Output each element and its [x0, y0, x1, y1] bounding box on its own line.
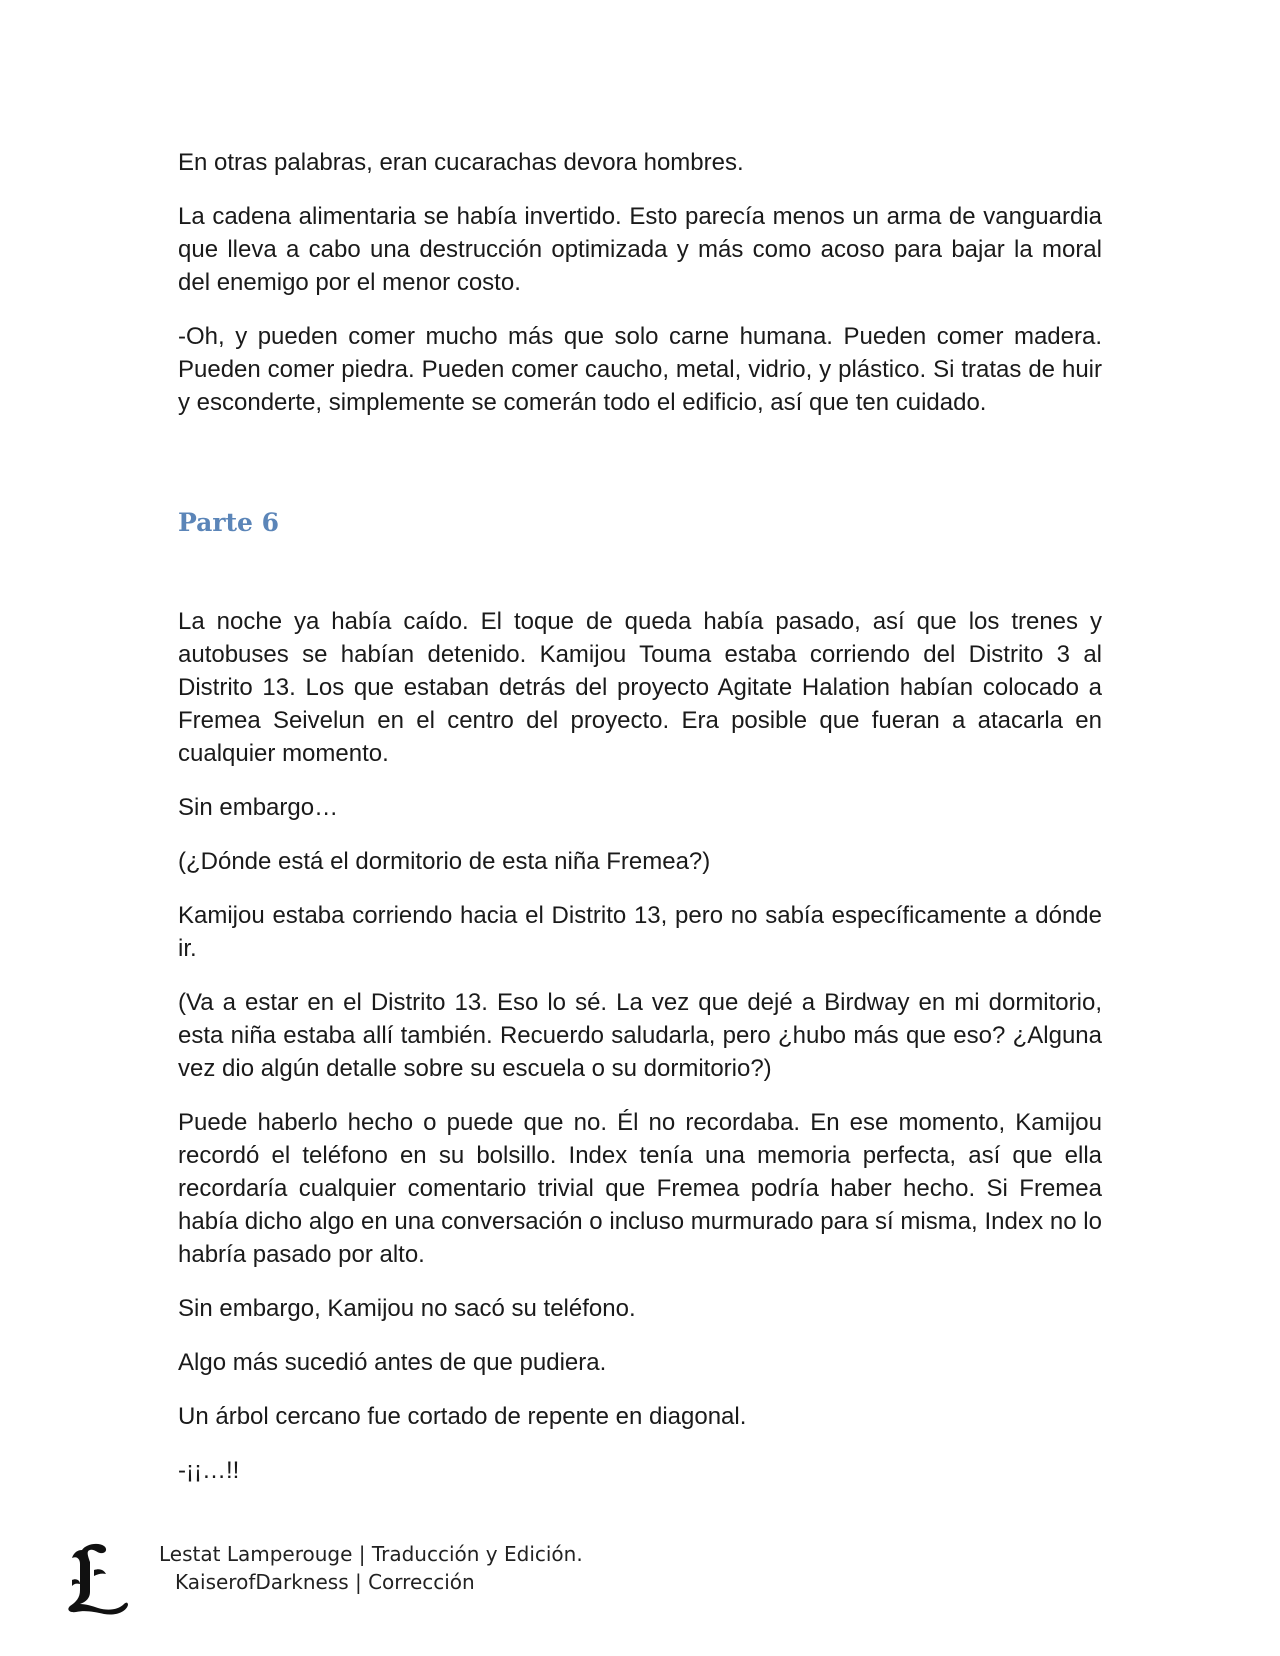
gothic-l-logo-icon	[64, 1540, 134, 1616]
paragraph: En otras palabras, eran cucarachas devora hombres.	[178, 149, 744, 176]
paragraph: Algo más sucedió antes de que pudiera.	[178, 1349, 607, 1376]
credit-correction: KaiserofDarkness | Corrección	[175, 1570, 475, 1594]
paragraph: Kamijou estaba corriendo hacia el Distrito 13, pero no sabía específicamente a dónde ir.	[178, 902, 1102, 962]
page-footer	[64, 1540, 664, 1640]
paragraph: La cadena alimentaria se había invertido. Esto parecía menos un arma de vanguardia que lleva a cabo una destrucción optimizada y más como acoso para bajar la moral del enemigo por el menor costo.	[178, 203, 1102, 296]
paragraph: -Oh, y pueden comer mucho más que solo carne humana. Pueden comer madera. Pueden comer piedra. Pueden comer caucho, metal, vidrio, y plástico. Si tratas de huir y esconderte, simplemente se comerán todo el edificio, así que ten cuidado.	[178, 323, 1102, 416]
paragraph: La noche ya había caído. El toque de queda había pasado, así que los trenes y autobuses se habían detenido. Kamijou Touma estaba corriendo del Distrito 3 al Distrito 13. Los que estaban detrás del proyecto Agitate Halation habían colocado a Fremea Seivelun en el centro del proyecto. Era posible que fueran a atacarla en cualquier momento.	[178, 608, 1102, 767]
paragraph: Sin embargo, Kamijou no sacó su teléfono.	[178, 1295, 636, 1322]
section-heading: Parte 6	[178, 508, 280, 537]
paragraph: (Va a estar en el Distrito 13. Eso lo sé. La vez que dejé a Birdway en mi dormitorio, esta niña estaba allí también. Recuerdo saludarla, pero ¿hubo más que eso? ¿Alguna vez dio algún detalle sobre su escuela o su dormitorio?)	[178, 989, 1102, 1082]
paragraph: Un árbol cercano fue cortado de repente en diagonal.	[178, 1403, 747, 1430]
paragraph: (¿Dónde está el dormitorio de esta niña Fremea?)	[178, 848, 711, 875]
document-body	[178, 146, 1102, 1508]
credit-translation: Lestat Lamperouge | Traducción y Edición.	[159, 1542, 583, 1566]
section-spacer	[178, 440, 1102, 506]
credits	[159, 1540, 583, 1596]
paragraph: Puede haberlo hecho o puede que no. Él no recordaba. En ese momento, Kamijou recordó el teléfono en su bolsillo. Index tenía una memoria perfecta, así que ella recordaría cualquier comentario trivial que Fremea podría haber hecho. Si Fremea había dicho algo en una conversación o incluso murmurado para sí misma, Index no lo habría pasado por alto.	[178, 1109, 1102, 1268]
paragraph: Sin embargo…	[178, 794, 339, 821]
section-spacer	[178, 539, 1102, 605]
paragraph: -¡¡…!!	[178, 1457, 240, 1484]
